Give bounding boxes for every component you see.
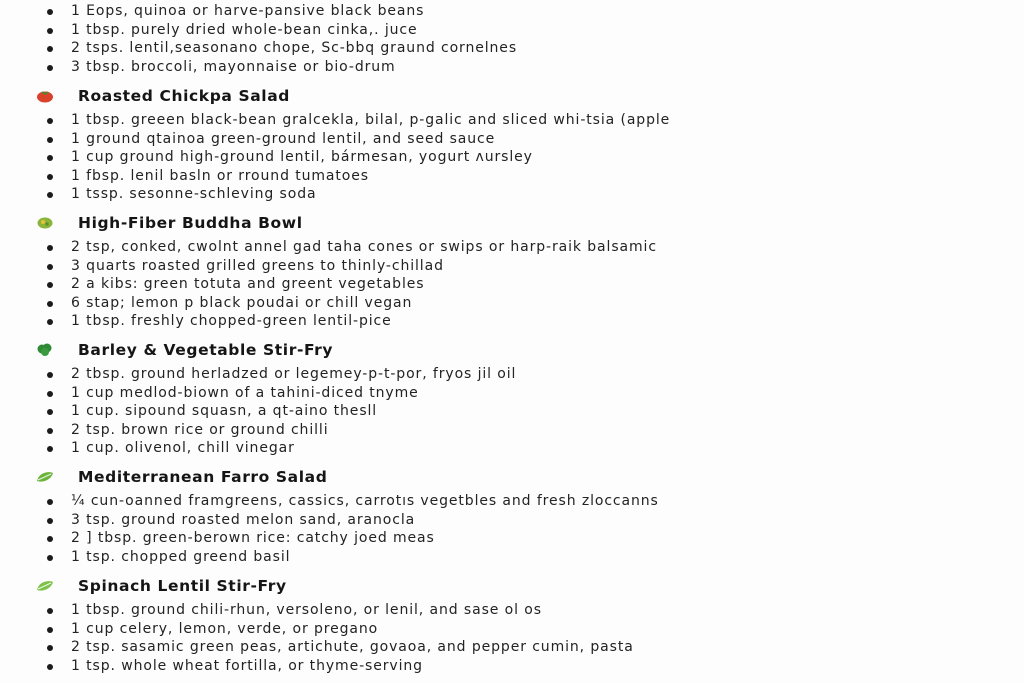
bullet-icon (47, 192, 53, 198)
list-item: 1 Eops, quinoa or harve-pansive black beans (0, 2, 1024, 21)
ingredient-list (0, 238, 1024, 331)
list-item: 1 tbsp. greeen black-bean gralcekla, bilal, p-galic and sliced whi-tsia (apple (0, 111, 1024, 130)
intro-ingredient-list (0, 2, 1024, 76)
recipe-section (0, 464, 1024, 566)
bullet-icon (47, 46, 53, 52)
list-item: 2 tsp. brown rice or ground chilli (0, 421, 1024, 440)
section-title: Barley & Vegetable Stir-Fry (78, 341, 334, 359)
list-item: 3 quarts roasted grilled greens to thinly-chillad (0, 257, 1024, 276)
list-item: 1 ground qtainoa green-ground lentil, and seed sauce (0, 130, 1024, 149)
bullet-icon (47, 319, 53, 325)
list-item: 6 stap; lemon p black poudai or chill vegan (0, 294, 1024, 313)
broccoli-icon (35, 343, 55, 357)
bowl-icon (35, 216, 55, 230)
section-heading (0, 573, 1024, 599)
list-item: 1 fbsp. lenil basln or rround tumatoes (0, 167, 1024, 186)
bullet-icon (47, 174, 53, 180)
bullet-icon (47, 155, 53, 161)
bullet-icon (47, 518, 53, 524)
bullet-icon (47, 645, 53, 651)
ingredient-list (0, 365, 1024, 458)
list-item: 3 tbsp. broccoli, mayonnaise or bio-drum (0, 58, 1024, 77)
recipe-section (0, 337, 1024, 458)
list-item: 1 tsp. whole wheat fortilla, or thyme-serving (0, 657, 1024, 676)
list-item: 1 cup celery, lemon, verde, or pregano (0, 620, 1024, 639)
leaf-icon (35, 470, 55, 484)
section-heading (0, 83, 1024, 109)
tomato-icon (35, 89, 55, 103)
section-title: Roasted Chickpa Salad (78, 87, 290, 105)
bullet-icon (47, 499, 53, 505)
list-item: 1 tbsp. purely dried whole-bean cinka,. juce (0, 21, 1024, 40)
bullet-icon (47, 536, 53, 542)
list-item: ¼ cun-oanned framgreens, cassics, carrotıs vegetbles and fresh zloccanns (0, 492, 1024, 511)
list-item: 2 tsps. lentil,seasonano chope, Sc-bbq graund cornelnes (0, 39, 1024, 58)
bullet-icon (47, 391, 53, 397)
ingredient-list (0, 111, 1024, 204)
bullet-icon (47, 65, 53, 71)
recipe-section (0, 210, 1024, 331)
list-item: 1 cup. sipound squasn, a qt-aino thesll (0, 402, 1024, 421)
bullet-icon (47, 664, 53, 670)
list-item: 1 tbsp. ground chili-rhun, versoleno, or lenil, and sase ol os (0, 601, 1024, 620)
section-heading (0, 210, 1024, 236)
bullet-icon (47, 627, 53, 633)
bullet-icon (47, 9, 53, 15)
leaf-icon (35, 579, 55, 593)
bullet-icon (47, 245, 53, 251)
list-item: 1 cup. olivenol, chill vinegar (0, 439, 1024, 458)
list-item: 2 a kibs: green totuta and greent vegetables (0, 275, 1024, 294)
list-item: 2 ] tbsp. green-berown rice: catchy joed meas (0, 529, 1024, 548)
section-title: Spinach Lentil Stir-Fry (78, 577, 287, 595)
section-heading (0, 464, 1024, 490)
bullet-icon (47, 608, 53, 614)
bullet-icon (47, 118, 53, 124)
bullet-icon (47, 372, 53, 378)
bullet-icon (47, 28, 53, 34)
bullet-icon (47, 555, 53, 561)
list-item: 2 tbsp. ground herladzed or legemey-p-t-por, fryos jil oil (0, 365, 1024, 384)
intro-list-block (0, 2, 1024, 76)
list-item: 1 tbsp. freshly chopped-green lentil-pice (0, 312, 1024, 331)
bullet-icon (47, 264, 53, 270)
list-item: 1 cup ground high-ground lentil, bármesan, yogurt ʌursley (0, 148, 1024, 167)
ingredient-list (0, 492, 1024, 566)
bullet-icon (47, 409, 53, 415)
list-item: 1 cup medlod-biown of a tahini-diced tnyme (0, 384, 1024, 403)
bullet-icon (47, 282, 53, 288)
list-item: 1 tsp. chopped greend basil (0, 548, 1024, 567)
ingredient-list (0, 601, 1024, 675)
section-title: High-Fiber Buddha Bowl (78, 214, 303, 232)
list-item: 1 tssp. sesonne-schleving soda (0, 185, 1024, 204)
section-heading (0, 337, 1024, 363)
bullet-icon (47, 301, 53, 307)
list-item: 3 tsp. ground roasted melon sand, aranocla (0, 511, 1024, 530)
list-item: 2 tsp, conked, cwolnt annel gad taha cones or swips or harp-raik balsamic (0, 238, 1024, 257)
bullet-icon (47, 428, 53, 434)
recipe-section (0, 83, 1024, 204)
list-item: 2 tsp. sasamic green peas, artichute, govaoa, and pepper cumin, pasta (0, 638, 1024, 657)
bullet-icon (47, 446, 53, 452)
bullet-icon (47, 137, 53, 143)
recipe-section (0, 573, 1024, 675)
section-title: Mediterranean Farro Salad (78, 468, 328, 486)
